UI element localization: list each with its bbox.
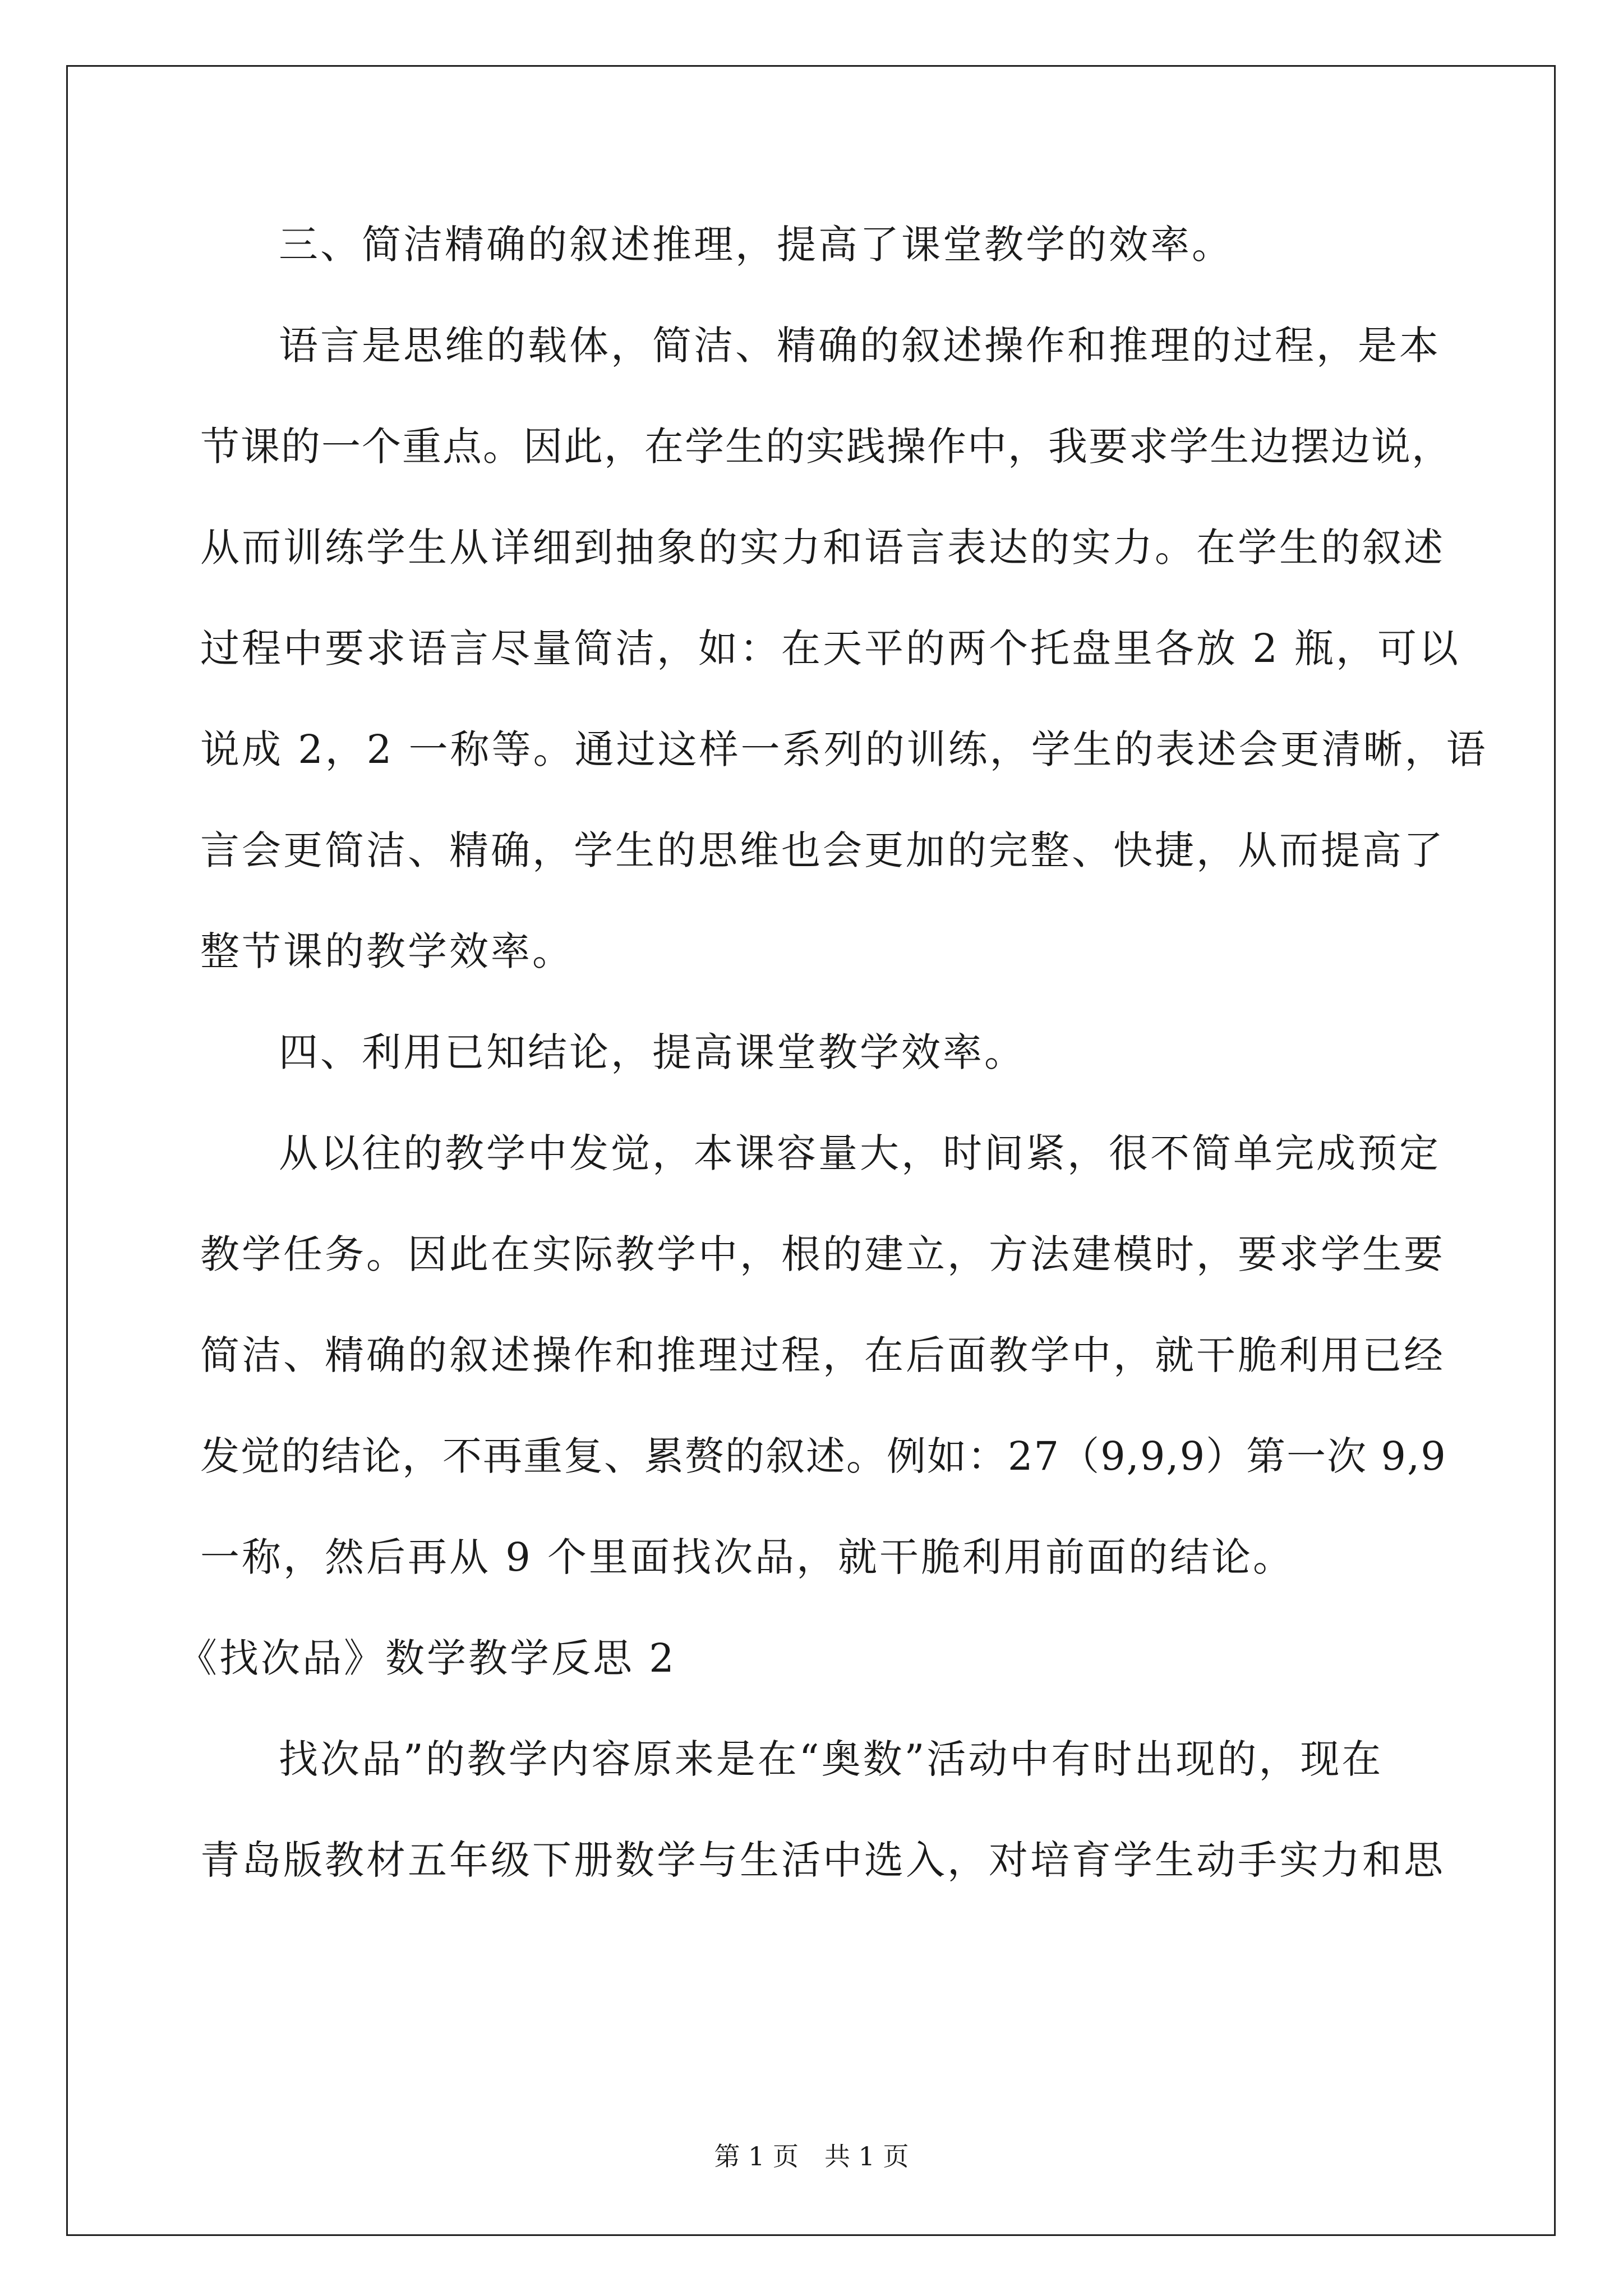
document-body — [178, 194, 1488, 1911]
section-heading-four: 四、利用已知结论，提高课堂教学效率。 — [279, 1029, 1026, 1075]
article-title: 《找次品》数学教学反思 2 — [178, 1635, 676, 1681]
paragraph-line: 过程中要求语言尽量简洁，如：在天平的两个托盘里各放 2 瓶，可以 — [200, 625, 1461, 671]
paragraph-line: 整节课的教学效率。 — [200, 928, 574, 974]
paragraph-line: 发觉的结论，不再重复、累赘的叙述。例如：27（9,9,9）第一次 9,9 — [200, 1433, 1447, 1479]
paragraph-line: 从以往的教学中发觉，本课容量大，时间紧，很不简单完成预定 — [279, 1130, 1441, 1176]
paragraph-line: 语言是思维的载体，简洁、精确的叙述操作和推理的过程，是本 — [279, 323, 1441, 369]
paragraph-line: 简洁、精确的叙述操作和推理过程，在后面教学中，就干脆利用已经 — [200, 1332, 1445, 1378]
paragraph-line: 节课的一个重点。因此，在学生的实践操作中，我要求学生边摆边说， — [200, 424, 1452, 470]
paragraph-line: 一称，然后再从 9 个里面找次品，就干脆利用前面的结论。 — [200, 1534, 1295, 1580]
paragraph-line: 说成 2，2 一称等。通过这样一系列的训练，学生的表述会更清晰，语 — [200, 726, 1488, 772]
section-heading-three: 三、简洁精确的叙述推理，提高了课堂教学的效率。 — [279, 222, 1233, 268]
paragraph-line: 教学任务。因此在实际教学中，根的建立，方法建模时，要求学生要 — [200, 1231, 1445, 1277]
paragraph-line: 言会更简洁、精确，学生的思维也会更加的完整、快捷，从而提高了 — [200, 827, 1445, 873]
paragraph-line: 青岛版教材五年级下册数学与生活中选入，对培育学生动手实力和思 — [200, 1837, 1445, 1883]
page-footer: 第 1 页 共 1 页 — [714, 2141, 909, 2171]
paragraph-line: 找次品”的教学内容原来是在“奥数”活动中有时出现的，现在 — [279, 1736, 1384, 1782]
paragraph-line: 从而训练学生从详细到抽象的实力和语言表达的实力。在学生的叙述 — [200, 524, 1445, 570]
